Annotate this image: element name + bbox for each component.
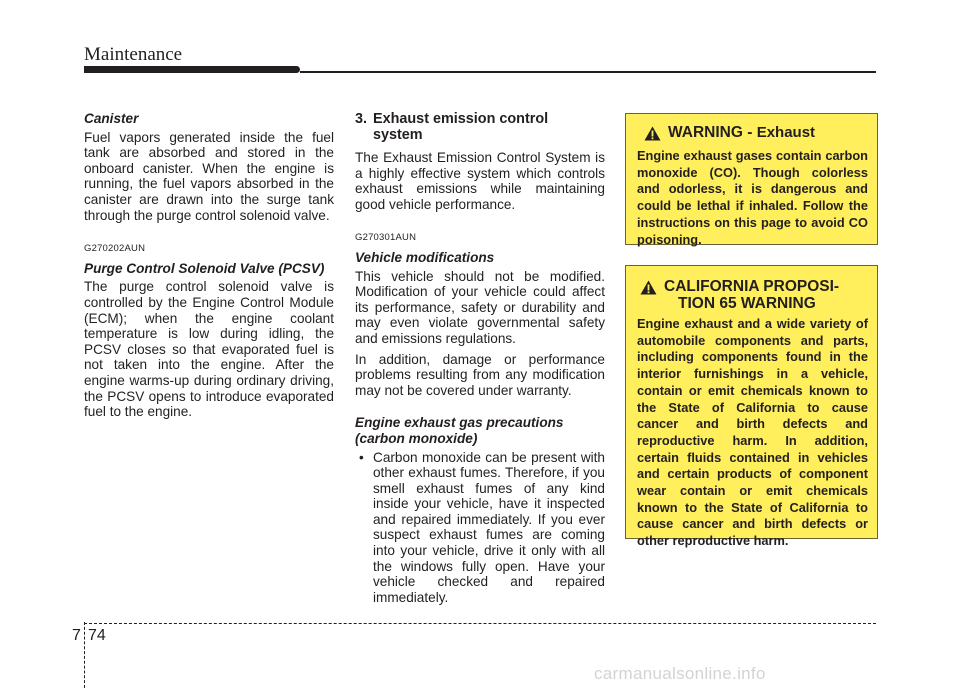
footer-separator	[84, 622, 86, 688]
section-body: The Exhaust Emission Control System is a highly effective system which controls exhaust emissions while maintaining good vehicle performance.	[355, 150, 605, 212]
modifications-body-2: In addition, damage or performance problems resulting from any modification may not be covered under warranty.	[355, 351, 605, 398]
modifications-heading: Vehicle modifications	[355, 249, 495, 265]
warning-title	[664, 278, 839, 312]
warning-header	[640, 278, 839, 312]
warning-title	[668, 124, 815, 141]
watermark: carmanualsonline.info	[594, 664, 766, 683]
page-header-title: Maintenance	[84, 44, 183, 65]
left-column	[84, 111, 334, 425]
page-number: 74	[88, 627, 106, 644]
header-rule	[300, 71, 876, 73]
bullet-list	[355, 450, 605, 606]
bullet-text: Carbon monoxide can be present with other exhaust fumes. Therefore, if you smell exhaust fumes of any kind inside your vehicle, have it inspected and repaired immediately. If you ever suspect exhaust fumes are coming into your vehicle, drive it only with all the windows fully open. Have your vehicle checked and repaired immediately.	[373, 449, 605, 605]
section-code: G270202AUN	[84, 243, 146, 255]
warning-box-exhaust	[625, 113, 878, 245]
warning-triangle-icon	[644, 126, 661, 141]
middle-column	[355, 111, 605, 605]
warning-triangle-icon	[640, 280, 657, 295]
modifications-body: This vehicle should not be modified. Modification of your vehicle could affect its performance, safety or durability and may even violate governmental safety and emissions regulations.	[355, 268, 605, 346]
section-title-line2: system	[373, 127, 423, 143]
section-code: G270301AUN	[355, 232, 417, 244]
section-title-line1: Exhaust emission control	[373, 111, 549, 127]
footer-rule	[84, 623, 876, 624]
header-bar	[84, 66, 300, 73]
exhaust-heading: Engine exhaust gas precautions (carbon monoxide)	[355, 415, 564, 446]
list-item	[355, 450, 605, 606]
warning-text: Engine exhaust gases contain carbon monoxide (CO). Though colorless and odorless, it is dangerous and could be lethal if inhaled. Follow the instructions on this page to avoid CO poisoning.	[637, 148, 868, 247]
warning-title-line2: TION 65 WARNING	[678, 295, 816, 312]
warning-header	[644, 124, 815, 141]
warning-subtitle: Exhaust	[756, 124, 816, 141]
warning-box-prop65	[625, 265, 878, 549]
chapter-number: 7	[72, 627, 81, 644]
section-heading	[355, 111, 605, 143]
section-number: 3.	[355, 111, 368, 127]
pcsv-heading: Purge Control Solenoid Valve (PCSV)	[84, 260, 325, 276]
warning-text: Engine exhaust and a wide variety of automobile components and parts, including components found in the interior furnishings in a vehicle, contain or emit chemicals known to the State of California to cause cancer and birth defects and reproductive harm. In addition, certain fluids contained in vehicles and certain products of component wear contain or emit chemicals known to the State of California to cause cancer and birth defects or other reproductive harm.	[637, 316, 868, 549]
warning-title-line1: CALIFORNIA PROPOSI-	[664, 278, 840, 295]
warning-title-text: WARNING -	[668, 124, 753, 141]
pcsv-body: The purge control solenoid valve is controlled by the Engine Control Module (ECM); when the engine coolant temperature is low during idling, the PCSV closes so that evaporated fuel is not taken into the engine. After the engine warms-up during ordinary driving, the PCSV opens to introduce evaporated fuel to the engine.	[84, 279, 334, 420]
bullet-icon: •	[359, 449, 364, 465]
canister-heading: Canister	[84, 111, 139, 126]
canister-body: Fuel vapors generated inside the fuel tank are absorbed and stored in the onboard canister. When the engine is running, the fuel vapors absorbed in the canister are drawn into the surge tank through the purge control solenoid valve.	[84, 129, 334, 223]
